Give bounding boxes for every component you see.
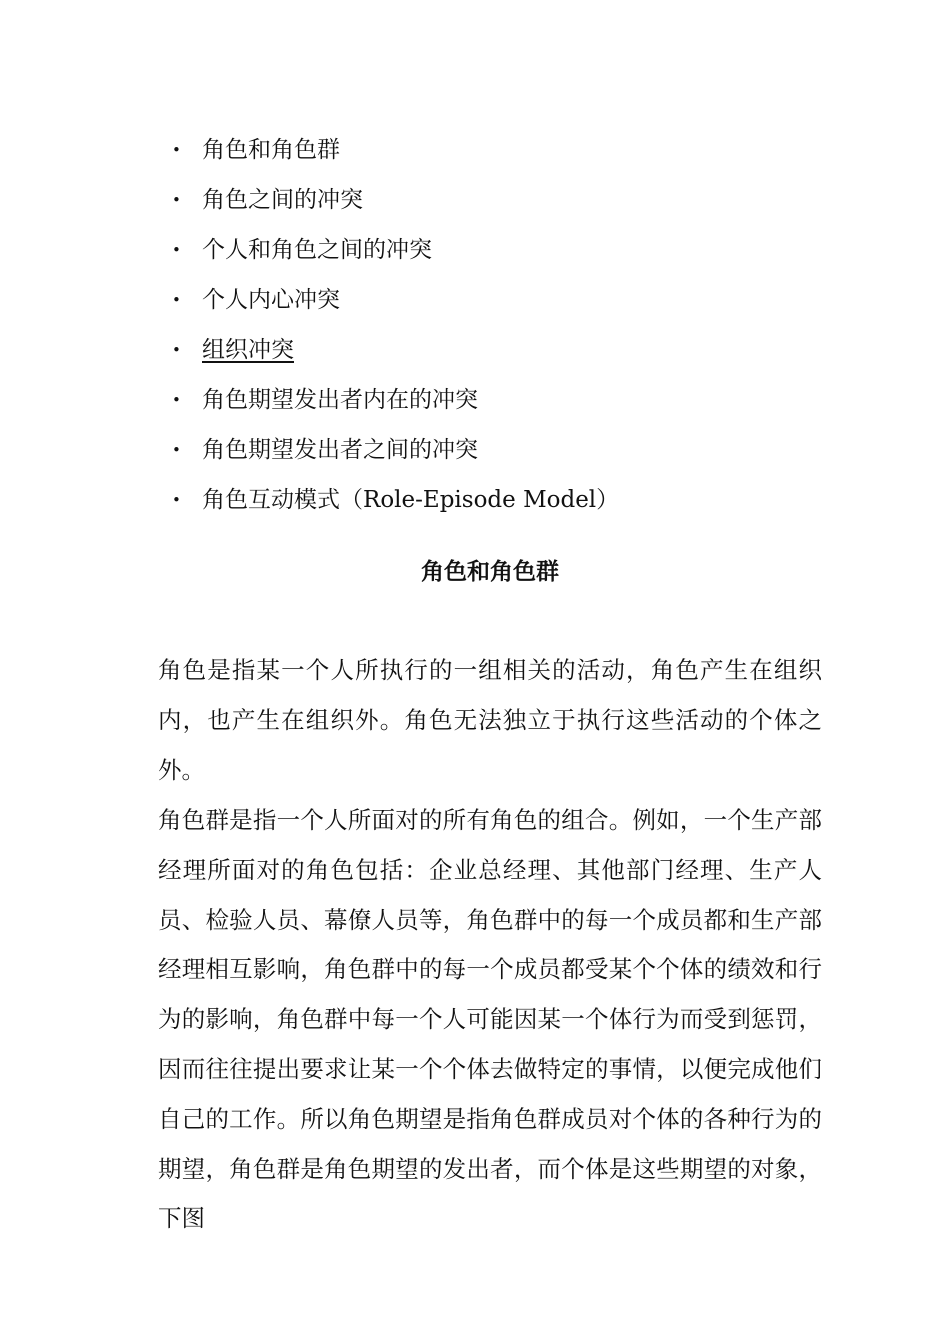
- bullet-icon: •: [172, 291, 181, 309]
- bullet-icon: •: [172, 341, 181, 359]
- toc-item: [158, 281, 619, 331]
- toc-item-label: 角色和角色群: [202, 137, 340, 163]
- bullet-icon: •: [172, 491, 181, 509]
- bullet-icon: •: [172, 241, 181, 259]
- toc-item-label: 角色期望发出者内在的冲突: [202, 387, 478, 413]
- body-paragraph: 角色群是指一个人所面对的所有角色的组合。例如，一个生产部经理所面对的角色包括：企业总经理、其他部门经理、生产人员、检验人员、幕僚人员等，角色群中的每一个成员都和生产部经理相互影响，角色群中的每一个成员都受某个个体的绩效和行为的影响，角色群中每一个人可能因某一个体行为而受到惩罚，因而往往提出要求让某一个个体去做特定的事情，以便完成他们自己的工作。所以角色期望是指角色群成员对个体的各种行为的期望，角色群是角色期望的发出者，而个体是这些期望的对象，下图: [158, 806, 822, 1233]
- toc-item-label: 个人内心冲突: [202, 287, 340, 313]
- bullet-icon: •: [172, 191, 181, 209]
- table-of-contents: [158, 131, 619, 531]
- toc-item: [158, 331, 619, 381]
- toc-item: [158, 381, 619, 431]
- toc-item-label: 角色互动模式（Role-Episode Model）: [202, 487, 620, 513]
- toc-item-label: 个人和角色之间的冲突: [202, 237, 432, 263]
- body-paragraph: 角色是指某一个人所执行的一组相关的活动，角色产生在组织内，也产生在组织外。角色无法独立于执行这些活动的个体之外。: [158, 656, 822, 784]
- section-heading: 角色和角色群: [421, 558, 559, 585]
- bullet-icon: •: [172, 441, 181, 459]
- toc-link-organization-conflict[interactable]: 组织冲突: [202, 337, 294, 363]
- toc-item: [158, 431, 619, 481]
- bullet-icon: •: [172, 391, 181, 409]
- bullet-icon: •: [172, 141, 181, 159]
- toc-item: [158, 181, 619, 231]
- toc-item-label: 角色之间的冲突: [202, 187, 363, 213]
- toc-item: [158, 231, 619, 281]
- toc-item: [158, 481, 619, 531]
- toc-item-label: 角色期望发出者之间的冲突: [202, 437, 478, 463]
- toc-item: [158, 131, 619, 181]
